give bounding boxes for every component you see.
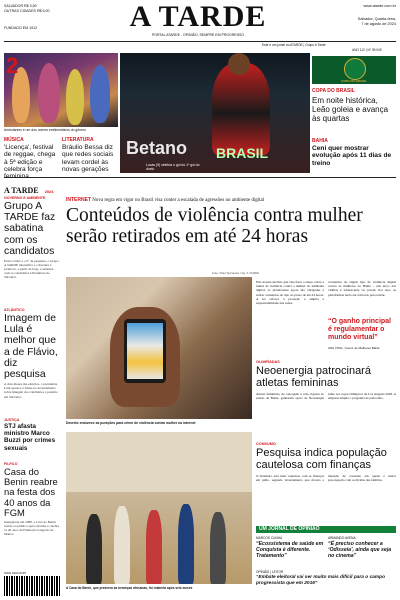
site-note: Este é um jornal do ATARDE | Grupo A Tarde xyxy=(262,43,326,47)
opinion-author-1: MARCOS CUNHA xyxy=(256,536,283,540)
photo-festival-caption: Ambulantes é um dos nomes emblemáticos do gênero xyxy=(4,128,86,132)
headline-copa[interactable]: Em noite histórica, Leão goleia e avança às quartas xyxy=(312,96,389,123)
club-crest-icon xyxy=(344,58,366,80)
photo-football xyxy=(120,53,310,173)
edition-number: ANO 112 | Nº 39.049 xyxy=(352,48,382,52)
opinion-author-2: ARMANDO AVENA xyxy=(328,536,356,540)
tagline: PORTAL ATARDE - OPINIÃO, SEMPRE EM PROGRESSO xyxy=(151,33,245,37)
item-atlantico[interactable] xyxy=(4,308,60,399)
opinion-item-3[interactable] xyxy=(256,570,396,586)
item-justica[interactable] xyxy=(4,418,60,452)
opinion-author-3: OPINIÃO | LEITOR xyxy=(256,570,284,574)
kicker-musica: MÚSICA xyxy=(4,137,24,143)
headline-justica[interactable]: STJ afasta ministro Marco Buzzi por crimes sexuais xyxy=(4,423,56,452)
photo-phone xyxy=(66,277,252,419)
kicker-olimpiadas: OLIMPÍADAS xyxy=(256,360,280,364)
visitor-figure xyxy=(86,514,102,584)
copa-badge xyxy=(312,56,396,84)
visitor-figure xyxy=(178,504,194,584)
headline-governo[interactable]: Grupo A TARDE faz sabatina com os candidatos xyxy=(4,201,56,257)
body-consumo: O brasileiro está mais cauteloso com as finanças em julho, segundo levantamento que mostra a intenção de consumo em queda e maior preocupação com as dívidas das famílias. xyxy=(256,474,396,483)
item-filfilo[interactable] xyxy=(4,462,60,536)
main-body-col-1: Em recente decisão que visa frear o abuso sobre a nudez de violência contra a mulher no ambiente digital, as plataformas agora são obrigadas a retirar conteúdos do tipo no prazo de até 24 horas. A lei reforça a proteção e amplia a responsabilidade das redes. xyxy=(256,280,324,306)
item-olimpiadas[interactable] xyxy=(256,360,396,400)
eleicoes-year: 2024 xyxy=(44,189,54,194)
opiniao-banner: UM JORNAL DE OPINIÃO xyxy=(256,526,396,533)
kicker-justica: JUSTIÇA xyxy=(4,418,20,422)
photo-casa-benin xyxy=(66,432,252,584)
kicker-atlantico: ATLÂNTICO xyxy=(4,308,25,312)
main-deck xyxy=(66,197,396,203)
eleicoes-logo-text: A TARDE xyxy=(4,186,39,195)
website-link[interactable]: www.atarde.com.br xyxy=(363,4,396,8)
main-body-col-2: conteúdos do algum tipo de violência digital contra as mulheres na Bahia – um terço das vítimas é adolescente ou jovem. Por isso, as plataformas terão até 24 horas para retirar. xyxy=(328,280,396,297)
sponsor-text-2: BRASIL xyxy=(216,145,269,161)
headline-literatura[interactable]: Bráulio Bessa diz que redes sociais levam cordel às novas gerações xyxy=(62,144,114,173)
opinion-text-2[interactable]: “É preciso conhecer a ‘Odisseia’, ainda que seja no cinema” xyxy=(328,541,392,559)
photo-phone-credit: Foto: Raul Spinassé / Ag. A TARDE xyxy=(212,271,260,275)
photo-football-caption: Lucas (9) celebra o gol do 1º gol do duelo xyxy=(146,163,200,171)
photo-festival xyxy=(4,53,118,127)
barcode xyxy=(4,576,60,596)
kicker-bahia: BAHIA xyxy=(312,138,328,144)
headline-consumo[interactable]: Pesquisa indica população cautelosa com finanças xyxy=(256,447,387,471)
photo-casa-caption: A Casa do Benin, que preserva as heranças africanas, foi reaberta após seis meses xyxy=(66,586,193,590)
teaser-literatura[interactable] xyxy=(62,137,118,173)
opinion-text-1[interactable]: “Ecossistema de saúde em Conquista é diferente. Tratamento” xyxy=(256,541,324,559)
visitor-figure xyxy=(210,512,226,584)
opinion-item-1[interactable] xyxy=(256,536,324,559)
price-line-2: OUTRAS CIDADES R$ 5,00 xyxy=(4,9,50,13)
opinion-text-3[interactable]: “Embate eleitoral vai ser muito mais difícil para o campo progressista que em 2016” xyxy=(256,575,386,586)
teaser-bahia[interactable] xyxy=(312,138,396,167)
headline-musica[interactable]: 'Licença', festival de reggae, chega à 5ª edição e celebra força xyxy=(4,144,56,173)
pull-quote: “O ganho principal é regulamentar o mundo virtual” xyxy=(328,318,392,341)
main-deck-text: Nova regra em vigor no Brasil visa conter a escalada de agressões no ambiente digital xyxy=(92,198,265,203)
badge-label: COPA DO BRASIL xyxy=(341,79,367,83)
kicker-filfilo: FILFILO xyxy=(4,462,18,466)
number-2-graphic: 2 xyxy=(6,53,19,78)
player-head xyxy=(228,53,250,75)
edition-date: Salvador, Quarta-feira, 7 de agosto de 2024 xyxy=(357,17,396,26)
body-olimpiadas: Atletas femininas, de canoagem à vela, ligadas ao estado da Bahia, ganharam apoio da Neoenergia rumo aos Jogos Olímpicos de Los Angeles 2028. A empresa amplia o programa de patrocínio. xyxy=(256,392,396,401)
masthead-rule xyxy=(4,41,396,42)
kicker-consumo: CONSUMO xyxy=(256,442,276,446)
item-consumo[interactable] xyxy=(256,442,396,482)
founded-note: FUNDADO EM 1912 xyxy=(4,26,38,30)
kicker-literatura: LITERATURA xyxy=(62,137,94,143)
phone-figure xyxy=(124,319,166,383)
kicker-copa: COPA DO BRASIL xyxy=(312,88,355,94)
player-figure xyxy=(212,63,270,155)
section-rule xyxy=(4,177,396,178)
headline-atlantico[interactable]: Imagem de Lula é melhor que a de Flávio, diz pesquisa xyxy=(4,313,58,381)
price-line-1: SALVADOR R$ 3,50 xyxy=(4,4,37,8)
masthead-right xyxy=(320,4,396,27)
sponsor-text: Betano xyxy=(126,138,188,158)
visitor-figure xyxy=(114,506,130,584)
headline-olimpiadas[interactable]: Neoenergia patrocinará atletas femininas xyxy=(256,365,371,389)
item-governo[interactable] xyxy=(4,196,60,279)
gallery-wall xyxy=(66,432,252,492)
teaser-copa[interactable] xyxy=(312,88,396,123)
headline-bahia[interactable]: Ceni quer mostrar evolução após 11 dias de treino xyxy=(312,145,392,167)
masthead-left xyxy=(4,4,66,31)
opinion-item-2[interactable] xyxy=(328,536,396,559)
body-governo: Entre a líder e o 6º da pesquisa, o Grupo A TARDE intensifica a cobertura e promove, a partir de hoje, a sabatina com os candidatos à Prefeitura de Salvador. xyxy=(4,259,59,280)
visitor-figure xyxy=(146,510,162,584)
headline-filfilo[interactable]: Casa do Benin reabre na festa dos 40 anos da FGM xyxy=(4,466,58,518)
eleicoes-logo xyxy=(4,180,54,194)
pull-quote-author: ANA VITAL, Coord. de Mulheres Bahia xyxy=(328,346,380,350)
photo-phone-caption: Decreto endurece as punições para crime de violência contra mulher na internet xyxy=(66,421,196,425)
kicker-governo: GOVERNO E AMBIENTE xyxy=(4,196,46,200)
newspaper-logo[interactable]: A TARDE xyxy=(129,0,267,33)
body-atlantico: A dois meses das eleições, o presidente Lula aparece à frente no levantamento sobre imagem dos candidatos a prefeito em Salvador. xyxy=(4,382,58,399)
teaser-musica[interactable] xyxy=(4,137,60,180)
main-kicker: INTERNET xyxy=(66,197,91,203)
body-filfilo: Inaugurada em 1988, a Casa do Benin reabre ao público após reforma e celebra os 40 anos da Fundação Gregório de Mattos. xyxy=(4,520,60,537)
main-headline[interactable]: Conteúdos de violência contra mulher serão retirados em até 24 horas xyxy=(66,205,363,247)
issn: ISSN 0104-6187 xyxy=(4,571,27,575)
